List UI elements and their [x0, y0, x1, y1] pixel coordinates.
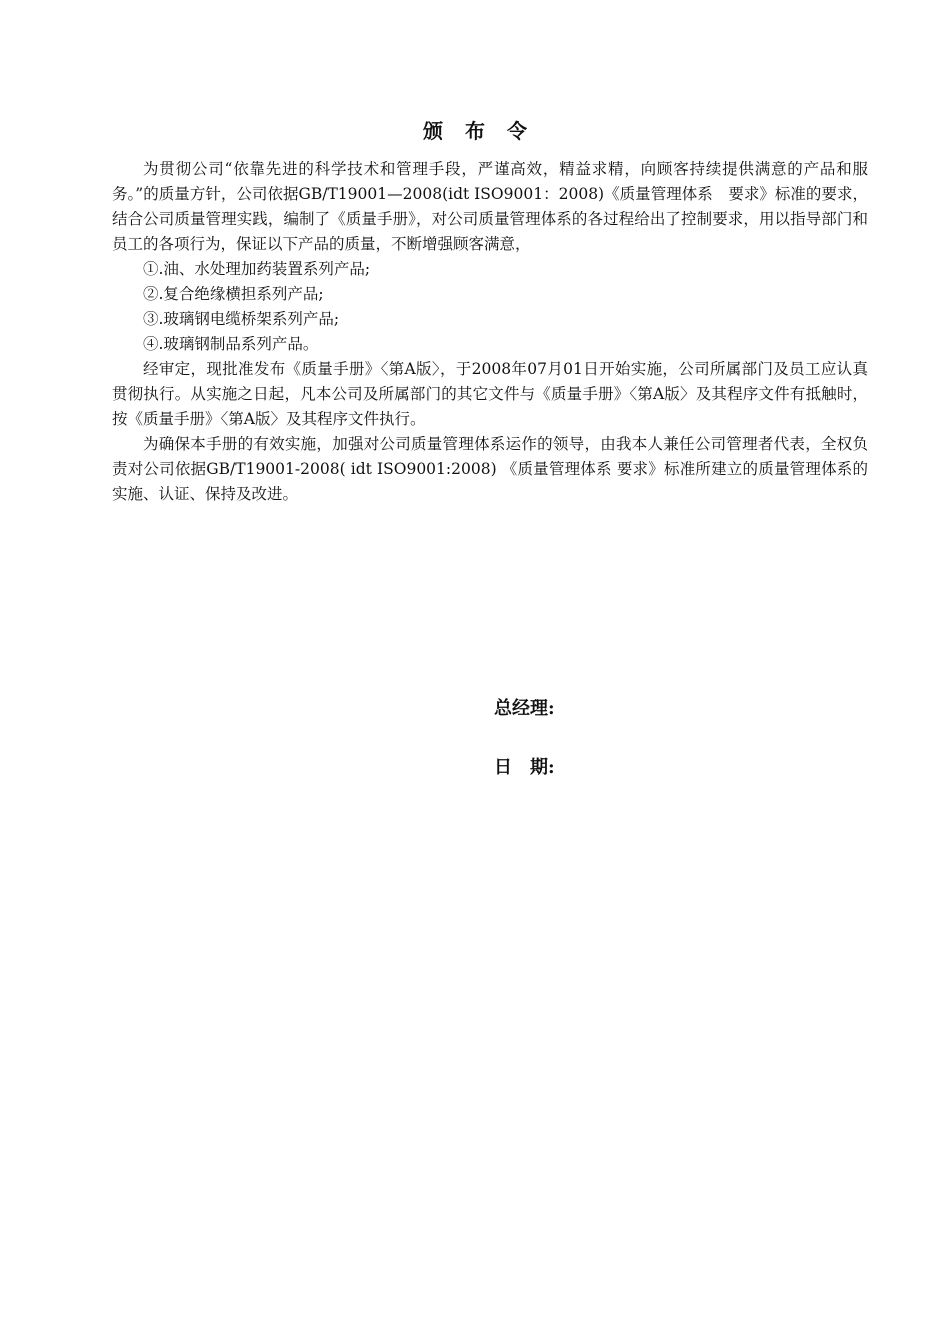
approval-paragraph: 经审定，现批准发布《质量手册》〈第A版〉，于2008年07月01日开始实施，公司所属部门及员工应认真贯彻执行。从实施之日起，凡本公司及所属部门的其它文件与《质量手册》〈第A版〉及其程序文件有抵触时，按《质量手册》〈第A版〉及其程序文件执行。	[112, 360, 868, 428]
product-item-3: ③.玻璃钢电缆桥架系列产品;	[143, 310, 340, 328]
product-item-1: ①.油、水处理加药装置系列产品;	[143, 260, 371, 278]
representative-paragraph: 为确保本手册的有效实施，加强对公司质量管理体系运作的领导，由我本人兼任公司管理者代表，全权负责对公司依据GB/T19001-2008( idt ISO9001:2008) 《质量管理体系 要求》标准所建立的质量管理体系的实施、认证、保持及改进。	[112, 435, 868, 503]
product-item-4: ④.玻璃钢制品系列产品。	[143, 335, 319, 353]
document-title: 颁布令	[423, 119, 549, 143]
date-signature-label: 日 期:	[494, 757, 555, 778]
intro-paragraph: 为贯彻公司“依靠先进的科学技术和管理手段，严谨高效，精益求精，向顾客持续提供满意的产品和服务。”的质量方针，公司依据GB/T19001—2008(idt ISO9001：2008)《质量管理体系 要求》标准的要求，结合公司质量管理实践，编制了《质量手册》，对公司质量管理体系的各过程给出了控制要求，用以指导部门和员工的各项行为，保证以下产品的质量，不断增强顾客满意，	[112, 160, 868, 253]
document-body	[112, 157, 868, 507]
product-item-2: ②.复合绝缘横担系列产品;	[143, 285, 324, 303]
general-manager-signature-label: 总经理:	[494, 698, 555, 719]
